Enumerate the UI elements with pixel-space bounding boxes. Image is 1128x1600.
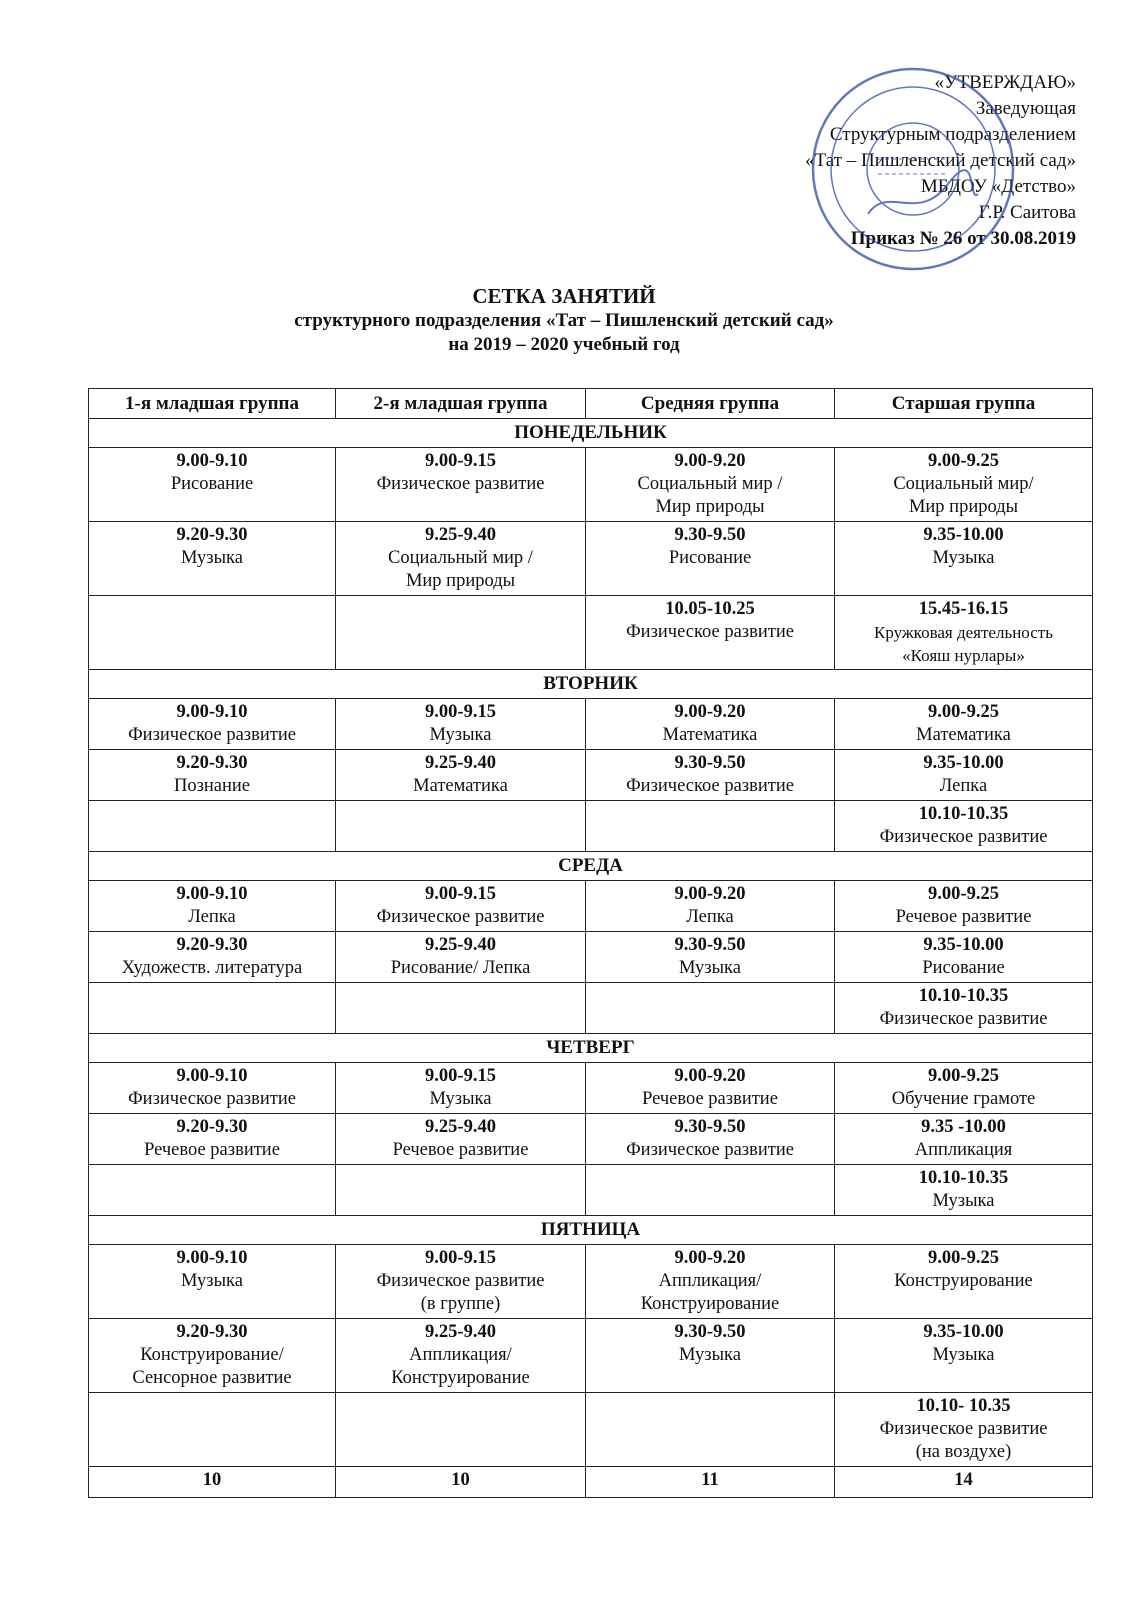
day-label: ПОНЕДЕЛЬНИК [89, 419, 1093, 448]
day-row [89, 670, 1093, 699]
table-cell [89, 801, 336, 852]
table-cell [336, 596, 586, 670]
table-cell [336, 1165, 586, 1216]
table-cell: 9.00-9.20 Математика [586, 699, 835, 750]
table-cell: 9.30-9.50 Музыка [586, 932, 835, 983]
table-row [89, 1063, 1093, 1114]
title-main: СЕТКА ЗАНЯТИЙ [472, 284, 656, 308]
table-row [89, 1114, 1093, 1165]
table-cell: 9.00-9.15 Музыка [336, 1063, 586, 1114]
table-cell: 9.25-9.40 Социальный мир / Мир природы [336, 522, 586, 596]
header-cell: 2-я младшая группа [336, 389, 586, 419]
table-cell: 9.25-9.40 Математика [336, 750, 586, 801]
table-cell [586, 1165, 835, 1216]
approval-line-2: Заведующая [975, 98, 1076, 119]
total-cell: 14 [835, 1467, 1093, 1498]
day-label: ВТОРНИК [89, 670, 1093, 699]
day-row [89, 419, 1093, 448]
day-row [89, 852, 1093, 881]
approval-line-6: Г.Р. Саитова [978, 202, 1076, 223]
table-cell: 9.20-9.30 Речевое развитие [89, 1114, 336, 1165]
table-cell: 9.30-9.50 Рисование [586, 522, 835, 596]
document-title [0, 283, 1128, 357]
day-label: ПЯТНИЦА [89, 1216, 1093, 1245]
table-cell: 9.00-9.20 Аппликация/ Конструирование [586, 1245, 835, 1319]
table-cell: 9.00-9.15 Физическое развитие [336, 881, 586, 932]
header-cell: Старшая группа [835, 389, 1093, 419]
table-cell: 9.20-9.30 Познание [89, 750, 336, 801]
table-row [89, 1393, 1093, 1467]
approval-line-3: Структурным подразделением [829, 124, 1076, 145]
table-cell [336, 801, 586, 852]
table-row [89, 596, 1093, 670]
title-sub-1: структурного подразделения «Тат – Пишленский детский сад» [294, 310, 834, 331]
table-row [89, 881, 1093, 932]
approval-line-1: «УТВЕРЖДАЮ» [934, 72, 1076, 93]
table-cell [89, 1165, 336, 1216]
schedule-table [88, 388, 1093, 1498]
table-cell: 9.00-9.10 Музыка [89, 1245, 336, 1319]
table-cell: 9.00-9.25 Математика [835, 699, 1093, 750]
table-cell: 9.00-9.10 Физическое развитие [89, 1063, 336, 1114]
approval-order: Приказ № 26 от 30.08.2019 [850, 228, 1076, 249]
table-cell [586, 801, 835, 852]
title-sub-2: на 2019 – 2020 учебный год [448, 334, 680, 355]
table-cell: 9.20-9.30 Художеств. литература [89, 932, 336, 983]
table-cell [336, 1393, 586, 1467]
table-cell: 9.30-9.50 Физическое развитие [586, 1114, 835, 1165]
table-row [89, 1319, 1093, 1393]
table-cell [89, 596, 336, 670]
table-cell: 9.25-9.40 Рисование/ Лепка [336, 932, 586, 983]
table-cell: 9.00-9.20 Лепка [586, 881, 835, 932]
table-row [89, 1165, 1093, 1216]
table-cell: 9.00-9.15 Музыка [336, 699, 586, 750]
table-row [89, 448, 1093, 522]
table-cell: 9.00-9.20 Социальный мир / Мир природы [586, 448, 835, 522]
table-cell: 9.25-9.40 Аппликация/ Конструирование [336, 1319, 586, 1393]
total-cell: 10 [336, 1467, 586, 1498]
table-cell: 9.00-9.10 Лепка [89, 881, 336, 932]
table-cell: 9.20-9.30 Конструирование/ Сенсорное развитие [89, 1319, 336, 1393]
table-row [89, 750, 1093, 801]
table-cell [586, 1393, 835, 1467]
header-cell: 1-я младшая группа [89, 389, 336, 419]
table-cell [336, 983, 586, 1034]
table-cell: 10.10-10.35 Музыка [835, 1165, 1093, 1216]
header-cell: Средняя группа [586, 389, 835, 419]
day-row [89, 1216, 1093, 1245]
table-cell: 10.10- 10.35 Физическое развитие (на воздухе) [835, 1393, 1093, 1467]
table-cell: 10.05-10.25 Физическое развитие [586, 596, 835, 670]
header-row [89, 389, 1093, 419]
table-cell: 9.00-9.15 Физическое развитие [336, 448, 586, 522]
table-row [89, 801, 1093, 852]
table-cell: 9.35-10.00 Музыка [835, 1319, 1093, 1393]
approval-line-5: МБДОУ «Детство» [920, 176, 1076, 197]
table-row [89, 699, 1093, 750]
table-row [89, 932, 1093, 983]
totals-row [89, 1467, 1093, 1498]
table-cell: 10.10-10.35 Физическое развитие [835, 983, 1093, 1034]
table-cell: 9.30-9.50 Музыка [586, 1319, 835, 1393]
table-cell: 9.35-10.00 Лепка [835, 750, 1093, 801]
table-cell: 9.35-10.00 Музыка [835, 522, 1093, 596]
table-cell: 9.35 -10.00 Аппликация [835, 1114, 1093, 1165]
table-cell [586, 983, 835, 1034]
table-cell: 9.00-9.25 Социальный мир/ Мир природы [835, 448, 1093, 522]
day-label: СРЕДА [89, 852, 1093, 881]
table-cell: 9.30-9.50 Физическое развитие [586, 750, 835, 801]
approval-line-4: «Тат – Пишленский детский сад» [805, 150, 1076, 171]
total-cell: 11 [586, 1467, 835, 1498]
table-cell: 10.10-10.35 Физическое развитие [835, 801, 1093, 852]
total-cell: 10 [89, 1467, 336, 1498]
table-cell: 9.25-9.40 Речевое развитие [336, 1114, 586, 1165]
table-cell [89, 1393, 336, 1467]
table-cell: 15.45-16.15 Кружковая деятельность «Кояш нурлары» [835, 596, 1093, 670]
seal-stamp-icon [808, 64, 1018, 274]
table-cell: 9.20-9.30 Музыка [89, 522, 336, 596]
table-cell: 9.00-9.25 Обучение грамоте [835, 1063, 1093, 1114]
day-label: ЧЕТВЕРГ [89, 1034, 1093, 1063]
table-cell: 9.00-9.10 Рисование [89, 448, 336, 522]
table-row [89, 1245, 1093, 1319]
table-cell: 9.00-9.25 Речевое развитие [835, 881, 1093, 932]
table-cell [89, 983, 336, 1034]
table-cell: 9.00-9.10 Физическое развитие [89, 699, 336, 750]
table-row [89, 983, 1093, 1034]
table-cell: 9.35-10.00 Рисование [835, 932, 1093, 983]
table-cell: 9.00-9.15 Физическое развитие (в группе) [336, 1245, 586, 1319]
table-cell: 9.00-9.20 Речевое развитие [586, 1063, 835, 1114]
table-cell: 9.00-9.25 Конструирование [835, 1245, 1093, 1319]
day-row [89, 1034, 1093, 1063]
table-row [89, 522, 1093, 596]
